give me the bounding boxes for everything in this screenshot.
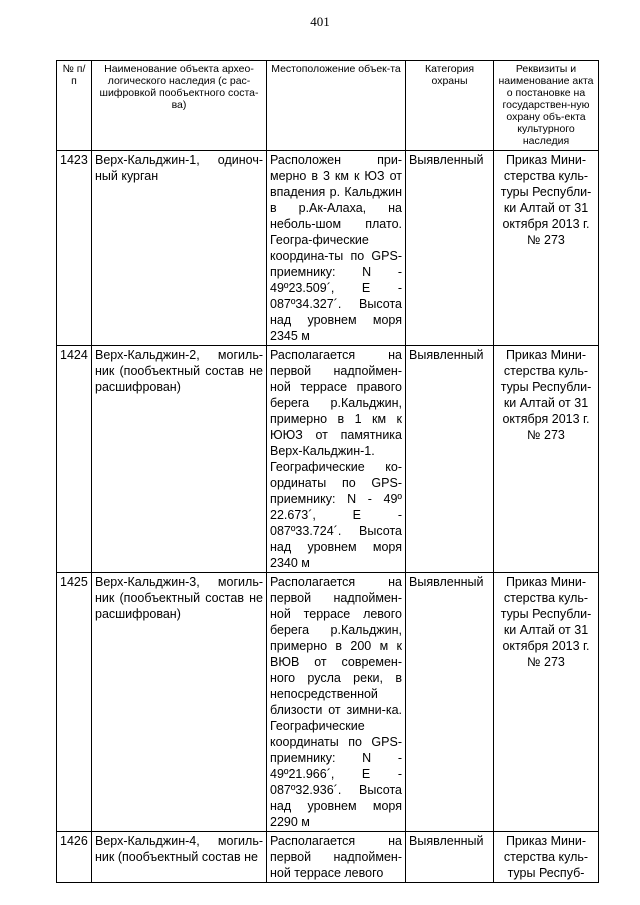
act-requisites: Приказ Мини-стерства куль-туры Республи-ки Алтай от 31 октября 2013 г. № 273 bbox=[494, 573, 599, 832]
header-object-name: Наименование объекта архео-логического наследия (с рас-шифровкой пообъектного соста-ва) bbox=[92, 61, 267, 151]
object-location: Располагается на первой надпоймен-ной террасе левого берега р.Кальджин, примерно в 200 м к ВЮВ от современ-ного русла реки, в непосредственной близости от зимни-ка. Географические координаты по GPS-приемнику: N - 49º21.966´, E - 087º32.936´. Высота над уровнем моря 2290 м bbox=[267, 573, 406, 832]
table-row bbox=[57, 832, 599, 883]
object-location: Расположен при-мерно в 3 км к ЮЗ от впадения р. Кальджин в р.Ак-Алаха, на неболь-шом плато. Геогра-фические координа-ты по GPS-приемнику: N - 49º23.509´, E - 087º34.327´. Высота над уровнем моря 2345 м bbox=[267, 151, 406, 346]
table-header-row bbox=[57, 61, 599, 151]
row-number: 1423 bbox=[57, 151, 92, 346]
protection-category: Выявленный bbox=[406, 832, 494, 883]
table-row bbox=[57, 573, 599, 832]
header-location: Местоположение объек-та bbox=[267, 61, 406, 151]
header-requisites: Реквизиты и наименование акта о постановке на государствен-ную охрану объ-екта культурного наследия bbox=[494, 61, 599, 151]
table-row bbox=[57, 151, 599, 346]
header-category: Категория охраны bbox=[406, 61, 494, 151]
row-number: 1425 bbox=[57, 573, 92, 832]
header-number: № п/п bbox=[57, 61, 92, 151]
page-number: 401 bbox=[310, 14, 330, 29]
row-number: 1424 bbox=[57, 346, 92, 573]
protection-category: Выявленный bbox=[406, 573, 494, 832]
object-name: Верх-Кальджин-1, одиноч-ный курган bbox=[92, 151, 267, 346]
act-requisites: Приказ Мини-стерства куль-туры Республи-ки Алтай от 31 октября 2013 г. № 273 bbox=[494, 151, 599, 346]
object-location: Располагается на первой надпоймен-ной террасе правого берега р.Кальджин, примерно в 1 км к ЮЮЗ от памятника Верх-Кальджин-1. Географические ко-ординаты по GPS-приемнику: N - 49º 22.673´, E - 087º33.724´. Высота над уровнем моря 2340 м bbox=[267, 346, 406, 573]
table-row bbox=[57, 346, 599, 573]
object-name: Верх-Кальджин-2, могиль-ник (пообъектный состав не расшифрован) bbox=[92, 346, 267, 573]
object-name: Верх-Кальджин-3, могиль-ник (пообъектный состав не расшифрован) bbox=[92, 573, 267, 832]
row-number: 1426 bbox=[57, 832, 92, 883]
protection-category: Выявленный bbox=[406, 151, 494, 346]
protection-category: Выявленный bbox=[406, 346, 494, 573]
object-location: Располагается на первой надпоймен-ной террасе левого bbox=[267, 832, 406, 883]
act-requisites: Приказ Мини-стерства куль-туры Республи-ки Алтай от 31 октября 2013 г. № 273 bbox=[494, 346, 599, 573]
act-requisites: Приказ Мини-стерства куль-туры Респуб- bbox=[494, 832, 599, 883]
heritage-registry-table bbox=[56, 60, 599, 883]
object-name: Верх-Кальджин-4, могиль-ник (пообъектный состав не bbox=[92, 832, 267, 883]
